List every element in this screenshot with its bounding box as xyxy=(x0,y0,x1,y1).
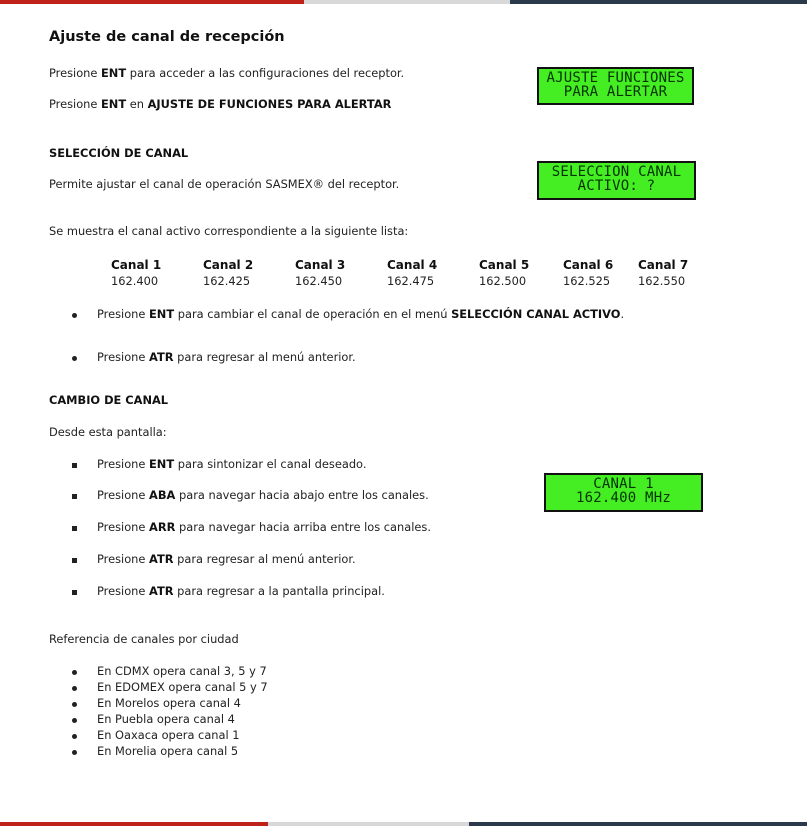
bullet-square xyxy=(72,526,77,531)
top-stripe-navy xyxy=(510,0,807,4)
bullet-dot xyxy=(72,670,77,675)
bullet-item: Presione ATR para regresar a la pantalla principal. xyxy=(97,584,385,598)
bullet-item: Presione ARR para navegar hacia arriba entre los canales. xyxy=(97,520,431,534)
bullet-item: Presione ENT para sintonizar el canal deseado. xyxy=(97,457,367,471)
lcd-seleccion-canal xyxy=(537,161,696,200)
bullet-dot xyxy=(72,734,77,739)
heading-cambio-canal: CAMBIO DE CANAL xyxy=(49,393,169,407)
channel-cell: Canal 7 162.550 xyxy=(638,258,689,288)
bullet-item: Presione ATR para regresar al menú anterior. xyxy=(97,350,356,364)
city-item: En Morelia opera canal 5 xyxy=(97,744,239,758)
channel-cell: Canal 4 162.475 xyxy=(387,258,438,288)
bullet-item: Presione ENT para cambiar el canal de operación en el menú SELECCIÓN CANAL ACTIVO. xyxy=(97,307,625,321)
lcd-line-2: 162.400 MHz xyxy=(576,490,671,506)
lcd-line-2: ACTIVO: ? xyxy=(577,178,656,194)
city-item: En Oaxaca opera canal 1 xyxy=(97,728,240,742)
cambio-desc: Desde esta pantalla: xyxy=(49,425,167,439)
bullet-square xyxy=(72,463,77,468)
top-stripe-red xyxy=(0,0,304,4)
lcd-ajuste-funciones xyxy=(537,67,694,105)
bullet-square xyxy=(72,558,77,563)
channel-cell: Canal 5 162.500 xyxy=(479,258,530,288)
bullet-dot xyxy=(72,356,77,361)
bullet-item: Presione ABA para navegar hacia abajo entre los canales. xyxy=(97,488,429,502)
seleccion-desc: Permite ajustar el canal de operación SASMEX® del receptor. xyxy=(49,177,400,191)
bullet-square xyxy=(72,590,77,595)
city-item: En Morelos opera canal 4 xyxy=(97,696,241,710)
bullet-item: Presione ATR para regresar al menú anterior. xyxy=(97,552,356,566)
page-title: Ajuste de canal de recepción xyxy=(49,29,285,45)
list-intro: Se muestra el canal activo correspondiente a la siguiente lista: xyxy=(49,224,409,238)
intro-line-1: Presione ENT para acceder a las configuraciones del receptor. xyxy=(49,66,405,80)
channel-cell: Canal 1 162.400 xyxy=(111,258,162,288)
top-stripe-gray xyxy=(304,0,510,4)
heading-seleccion-canal: SELECCIÓN DE CANAL xyxy=(49,146,189,160)
bottom-stripe-gray xyxy=(268,822,469,826)
intro-line-2: Presione ENT en AJUSTE DE FUNCIONES PARA ALERTAR xyxy=(49,97,392,111)
channel-cell: Canal 2 162.425 xyxy=(203,258,254,288)
city-item: En CDMX opera canal 3, 5 y 7 xyxy=(97,664,267,678)
bottom-stripe-navy xyxy=(469,822,807,826)
bullet-dot xyxy=(72,313,77,318)
city-item: En Puebla opera canal 4 xyxy=(97,712,235,726)
lcd-line-1: AJUSTE FUNCIONES xyxy=(546,70,685,86)
referencia-heading: Referencia de canales por ciudad xyxy=(49,632,239,646)
city-item: En EDOMEX opera canal 5 y 7 xyxy=(97,680,268,694)
lcd-canal xyxy=(544,473,703,512)
bullet-square xyxy=(72,494,77,499)
lcd-line-2: PARA ALERTAR xyxy=(563,84,668,100)
bottom-stripe-red xyxy=(0,822,268,826)
bullet-dot xyxy=(72,686,77,691)
channel-cell: Canal 6 162.525 xyxy=(563,258,614,288)
bullet-dot xyxy=(72,750,77,755)
channel-cell: Canal 3 162.450 xyxy=(295,258,346,288)
bullet-dot xyxy=(72,718,77,723)
bullet-dot xyxy=(72,702,77,707)
lcd-line-1: SELECCION CANAL xyxy=(551,164,682,180)
lcd-line-1: CANAL 1 xyxy=(593,476,654,492)
